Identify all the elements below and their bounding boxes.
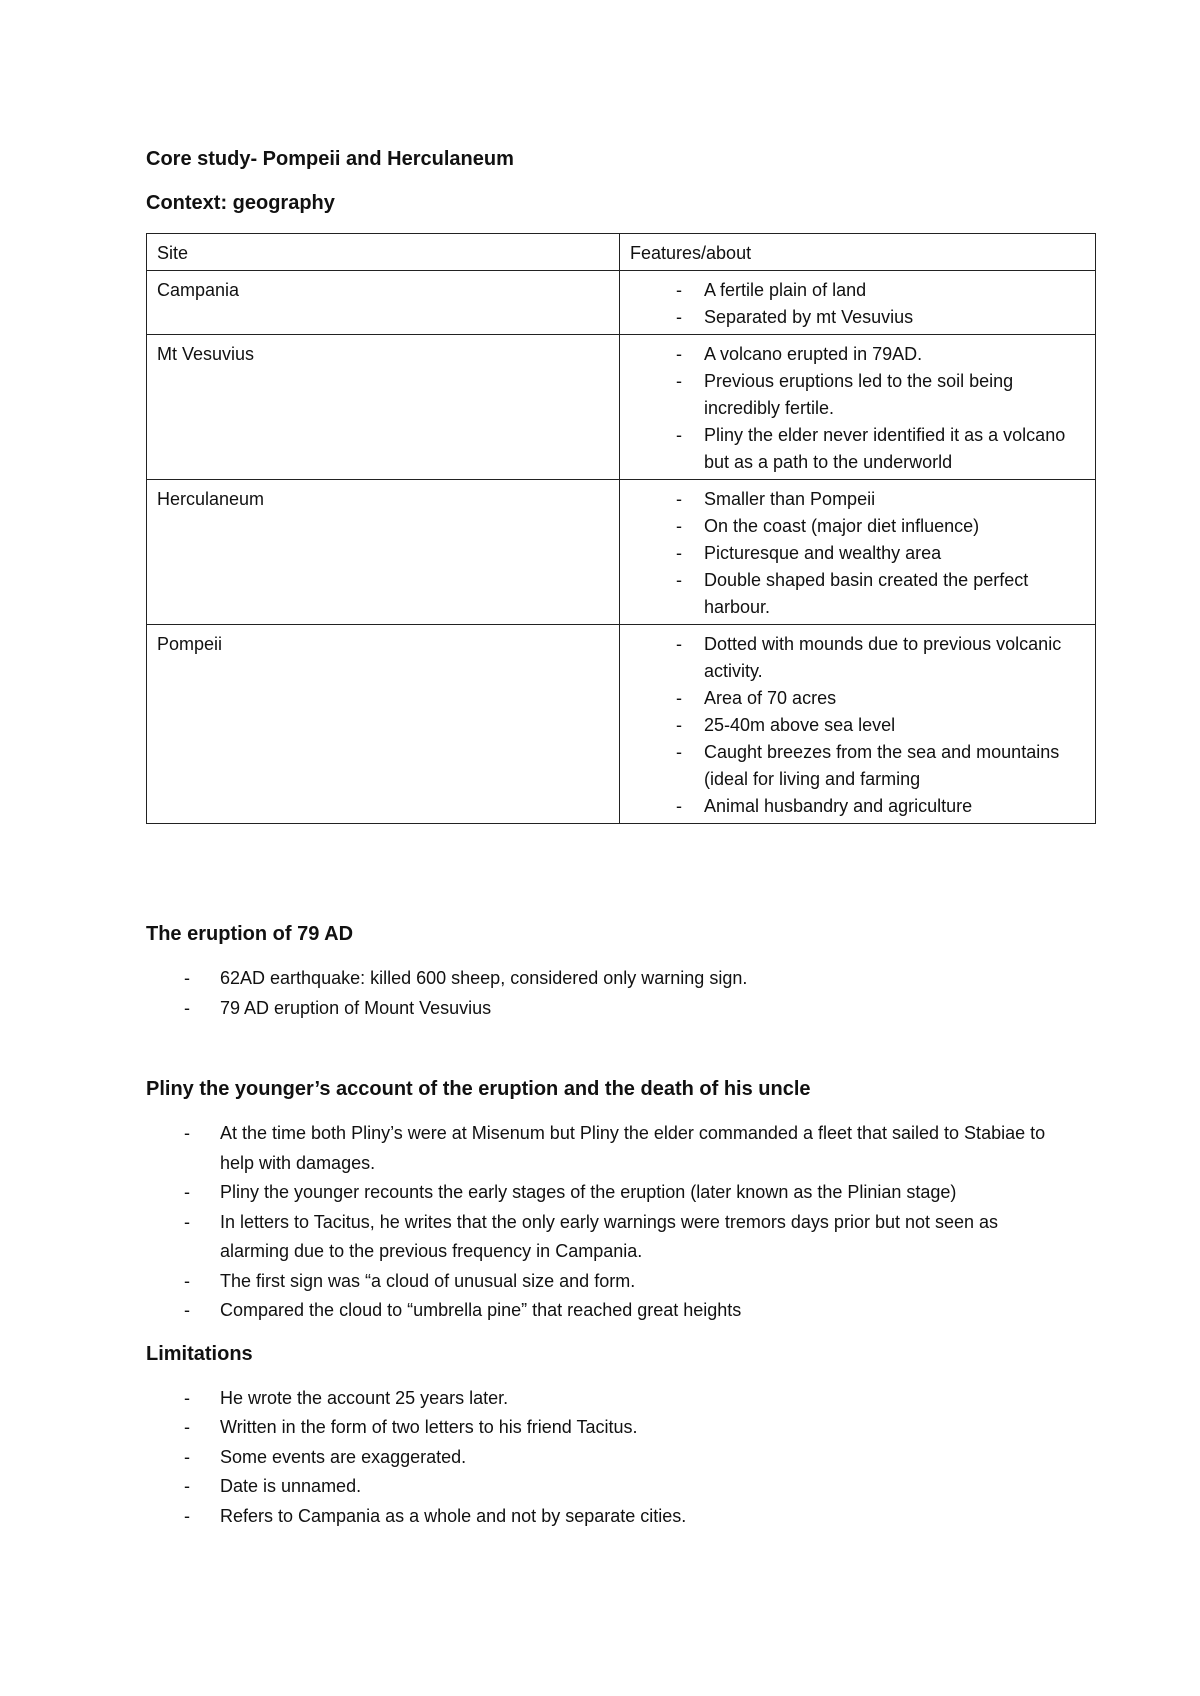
features-cell [620,625,1096,824]
list-item: - Date is unnamed. [146,1472,1066,1502]
feature-item: - On the coast (major diet influence) [630,513,1085,540]
list-item: - 79 AD eruption of Mount Vesuvius [146,994,1066,1024]
list-item: - The first sign was “a cloud of unusual size and form. [146,1267,1066,1297]
pliny-account-heading: Pliny the younger’s account of the eruption and the death of his uncle [146,1078,811,1100]
list-item: - Pliny the younger recounts the early stages of the eruption (later known as the Plinian stage) [146,1178,1066,1208]
site-cell: Pompeii [147,625,620,824]
limitations-heading: Limitations [146,1342,253,1365]
eruption-heading: The eruption of 79 AD [146,923,354,945]
features-list [630,277,1085,331]
table-row [147,335,1096,480]
feature-item: - Animal husbandry and agriculture [630,793,1085,820]
header-features: Features/about [620,234,1096,271]
table-header-row [147,234,1096,271]
features-cell [620,335,1096,480]
list-item: - Written in the form of two letters to his friend Tacitus. [146,1413,1066,1443]
feature-item: - Double shaped basin created the perfect harbour. [630,567,1085,621]
features-list [630,486,1085,621]
feature-item: - Separated by mt Vesuvius [630,304,1085,331]
feature-item: - Picturesque and wealthy area [630,540,1085,567]
feature-item: - A fertile plain of land [630,277,1085,304]
table-row [147,480,1096,625]
table-row [147,625,1096,824]
context-heading: Context: geography [146,192,335,214]
document-title: Core study- Pompeii and Herculaneum [146,148,514,170]
list-item: - In letters to Tacitus, he writes that the only early warnings were tremors days prior but not seen as alarming due to the previous frequency in Campania. [146,1208,1066,1267]
feature-item: - Caught breezes from the sea and mountains (ideal for living and farming [630,739,1085,793]
list-item: - 62AD earthquake: killed 600 sheep, considered only warning sign. [146,964,1066,994]
site-cell: Herculaneum [147,480,620,625]
feature-item: - Previous eruptions led to the soil being incredibly fertile. [630,368,1085,422]
feature-item: - Smaller than Pompeii [630,486,1085,513]
pliny-account-list [146,1119,1066,1326]
header-site: Site [147,234,620,271]
feature-item: - Pliny the elder never identified it as a volcano but as a path to the underworld [630,422,1085,476]
feature-item: - Dotted with mounds due to previous volcanic activity. [630,631,1085,685]
feature-item: - 25-40m above sea level [630,712,1085,739]
site-cell: Mt Vesuvius [147,335,620,480]
limitations-list [146,1384,1066,1532]
features-list [630,631,1085,820]
features-list [630,341,1085,476]
eruption-list [146,964,1066,1023]
table-row [147,271,1096,335]
features-cell [620,480,1096,625]
list-item: - Compared the cloud to “umbrella pine” that reached great heights [146,1296,1066,1326]
list-item: - Some events are exaggerated. [146,1443,1066,1473]
site-cell: Campania [147,271,620,335]
geography-table [146,233,1096,824]
list-item: - He wrote the account 25 years later. [146,1384,1066,1414]
feature-item: - Area of 70 acres [630,685,1085,712]
features-cell [620,271,1096,335]
list-item: - Refers to Campania as a whole and not by separate cities. [146,1502,1066,1532]
feature-item: - A volcano erupted in 79AD. [630,341,1085,368]
list-item: - At the time both Pliny’s were at Misenum but Pliny the elder commanded a fleet that sailed to Stabiae to help with damages. [146,1119,1066,1178]
document-content [146,145,1096,1531]
